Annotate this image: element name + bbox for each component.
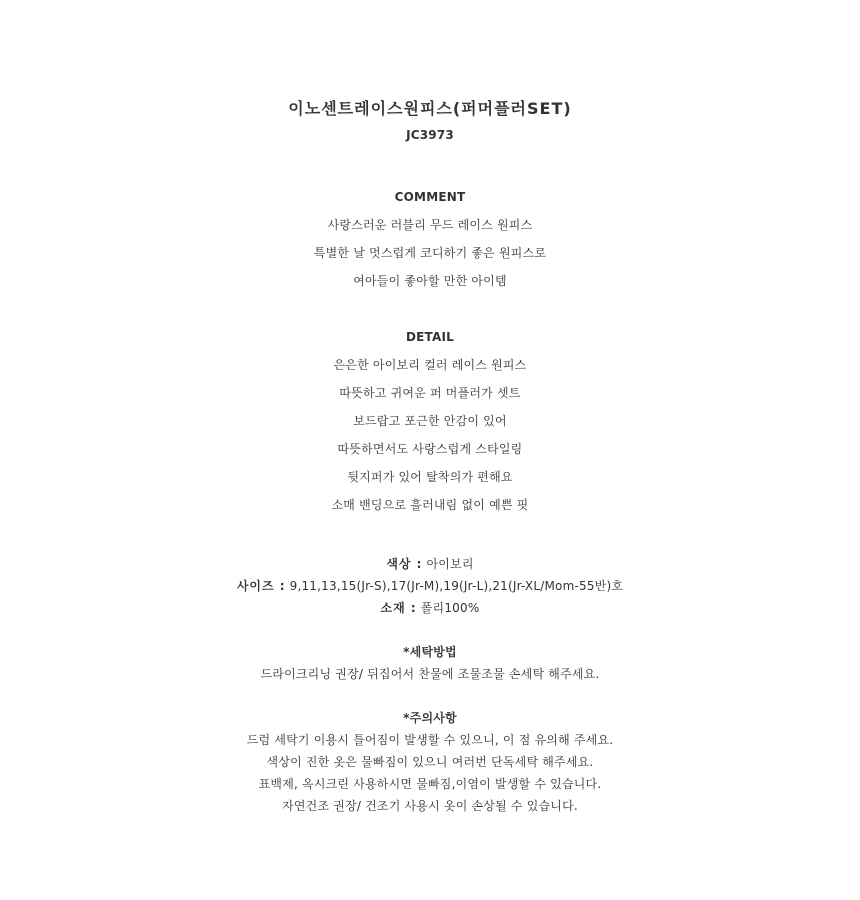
caution-line: 자연건조 권장/ 건조기 사용시 옷이 손상될 수 있습니다. — [282, 799, 578, 813]
caution-line: 표백제, 옥시크린 사용하시면 물빠짐,이염이 발생할 수 있습니다. — [258, 777, 602, 791]
washing-heading: *세탁방법 — [403, 645, 457, 659]
detail-line: 따뜻하고 귀여운 퍼 머플러가 셋트 — [339, 386, 521, 400]
comment-line: 사랑스러운 러블리 무드 레이스 원피스 — [327, 218, 533, 232]
comment-heading: COMMENT — [394, 190, 466, 204]
detail-line: 따뜻하면서도 사랑스럽게 스타일링 — [337, 442, 523, 456]
product-title: 이노센트레이스원피스(퍼머플러SET) — [288, 99, 572, 118]
caution-heading: *주의사항 — [403, 711, 457, 725]
caution-line: 색상이 진한 옷은 물빠짐이 있으니 여러번 단독세탁 해주세요. — [266, 755, 594, 769]
spec-material-label: 소재 : — [380, 601, 417, 615]
spec-color-label: 색상 : — [386, 557, 423, 571]
spec-size-label: 사이즈 : — [236, 579, 286, 593]
detail-line: 뒷지퍼가 있어 탈착의가 편해요 — [347, 470, 513, 484]
comment-line: 특별한 날 멋스럽게 코디하기 좋은 원피스로 — [313, 246, 547, 260]
spec-material — [0, 600, 860, 616]
caution-line: 드럼 세탁기 이용시 틀어짐이 발생할 수 있으니, 이 점 유의해 주세요. — [246, 733, 614, 747]
detail-line: 은은한 아이보리 컬러 레이스 원피스 — [333, 358, 527, 372]
spec-color — [0, 556, 860, 572]
spec-color-value: 아이보리 — [426, 557, 474, 571]
washing-text: 드라이크리닝 권장/ 뒤집어서 찬물에 조물조물 손세탁 해주세요. — [260, 667, 600, 681]
product-code: JC3973 — [406, 128, 454, 142]
detail-line: 보드랍고 포근한 안감이 있어 — [353, 414, 507, 428]
spec-size-value: 9,11,13,15(Jr-S),17(Jr-M),19(Jr-L),21(Jr-XL/Mom-55반)호 — [289, 579, 624, 593]
detail-line: 소매 밴딩으로 흘러내림 없이 예쁜 핏 — [331, 498, 529, 512]
spec-material-value: 폴리100% — [420, 601, 480, 615]
spec-size — [0, 578, 860, 594]
detail-heading: DETAIL — [405, 330, 454, 344]
comment-line: 여아들이 좋아할 만한 아이템 — [353, 274, 507, 288]
